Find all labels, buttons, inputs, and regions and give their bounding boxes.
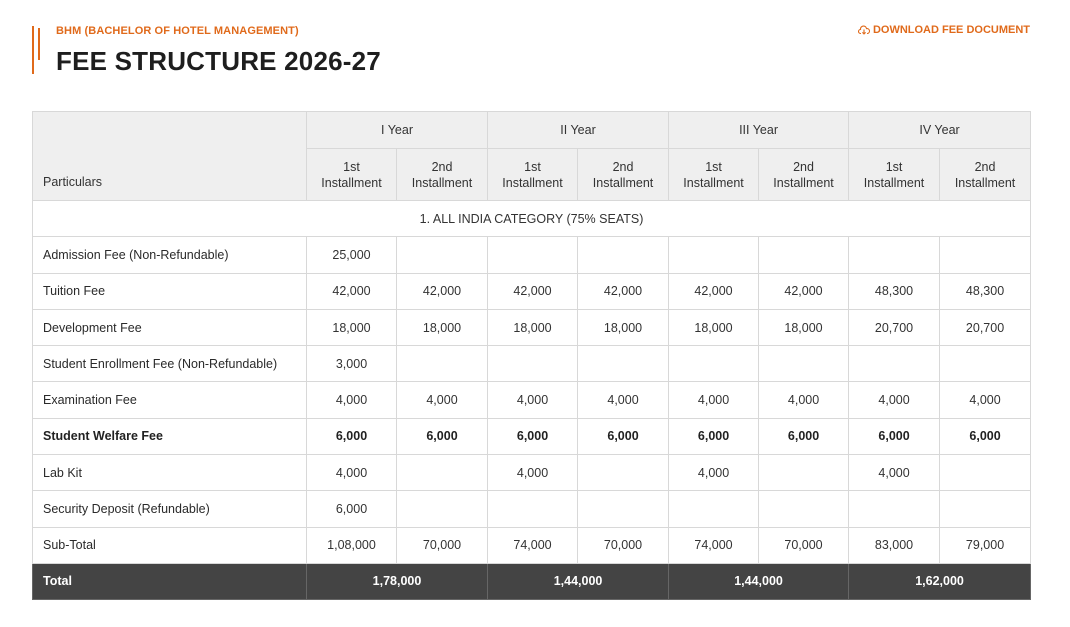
year-header: III Year <box>669 112 849 149</box>
fee-cell <box>849 237 940 273</box>
total-cell: 1,44,000 <box>669 563 849 599</box>
fee-cell <box>759 237 849 273</box>
row-label: Tuition Fee <box>33 273 307 309</box>
fee-cell: 6,000 <box>849 418 940 454</box>
installment-header: 1st Installment <box>307 149 397 201</box>
fee-cell: 4,000 <box>488 455 578 491</box>
installment-header: 2nd Installment <box>397 149 488 201</box>
fee-cell: 42,000 <box>759 273 849 309</box>
fee-cell: 4,000 <box>488 382 578 418</box>
row-label: Admission Fee (Non-Refundable) <box>33 237 307 273</box>
year-header-row <box>33 112 1031 149</box>
total-cell: 1,78,000 <box>307 563 488 599</box>
fee-cell: 4,000 <box>669 455 759 491</box>
fee-cell: 4,000 <box>578 382 669 418</box>
accent-bar <box>38 28 40 60</box>
fee-cell: 74,000 <box>488 527 578 563</box>
table-row <box>33 346 1031 382</box>
total-cell: 1,62,000 <box>849 563 1031 599</box>
fee-cell <box>759 491 849 527</box>
fee-cell: 48,300 <box>940 273 1031 309</box>
fee-cell: 42,000 <box>397 273 488 309</box>
fee-cell: 48,300 <box>849 273 940 309</box>
fee-cell <box>669 491 759 527</box>
program-subtitle: BHM (BACHELOR OF HOTEL MANAGEMENT) <box>56 25 299 37</box>
installment-header: 2nd Installment <box>578 149 669 201</box>
row-label: Examination Fee <box>33 382 307 418</box>
row-label: Student Enrollment Fee (Non-Refundable) <box>33 346 307 382</box>
category-label: 1. ALL INDIA CATEGORY (75% SEATS) <box>33 201 1031 237</box>
fee-cell <box>578 346 669 382</box>
fee-cell: 42,000 <box>488 273 578 309</box>
fee-cell <box>669 237 759 273</box>
fee-cell: 4,000 <box>940 382 1031 418</box>
installment-header: 1st Installment <box>849 149 940 201</box>
fee-cell <box>578 455 669 491</box>
fee-cell: 18,000 <box>307 309 397 345</box>
fee-cell: 18,000 <box>397 309 488 345</box>
row-label: Security Deposit (Refundable) <box>33 491 307 527</box>
table-row <box>33 418 1031 454</box>
fee-cell <box>397 455 488 491</box>
fee-cell: 6,000 <box>759 418 849 454</box>
fee-cell: 6,000 <box>307 418 397 454</box>
fee-cell <box>488 491 578 527</box>
fee-cell <box>669 346 759 382</box>
fee-cell: 70,000 <box>397 527 488 563</box>
fee-cell <box>940 237 1031 273</box>
fee-cell: 20,700 <box>940 309 1031 345</box>
fee-cell: 25,000 <box>307 237 397 273</box>
fee-cell <box>488 346 578 382</box>
fee-cell <box>397 346 488 382</box>
fee-cell: 20,700 <box>849 309 940 345</box>
subtotal-row <box>33 527 1031 563</box>
fee-cell <box>397 237 488 273</box>
fee-cell: 6,000 <box>669 418 759 454</box>
fee-cell <box>849 346 940 382</box>
fee-cell <box>759 346 849 382</box>
fee-cell: 18,000 <box>759 309 849 345</box>
fee-cell: 70,000 <box>759 527 849 563</box>
fee-cell: 74,000 <box>669 527 759 563</box>
row-label: Student Welfare Fee <box>33 418 307 454</box>
accent-bar <box>32 26 34 74</box>
year-header: I Year <box>307 112 488 149</box>
fee-cell: 4,000 <box>759 382 849 418</box>
page-header <box>32 24 1030 76</box>
fee-cell <box>578 237 669 273</box>
cloud-download-icon <box>858 25 870 35</box>
installment-header: 2nd Installment <box>759 149 849 201</box>
table-row <box>33 382 1031 418</box>
year-header: IV Year <box>849 112 1031 149</box>
fee-cell: 18,000 <box>669 309 759 345</box>
installment-header: 2nd Installment <box>940 149 1031 201</box>
fee-cell: 6,000 <box>488 418 578 454</box>
category-row <box>33 201 1031 237</box>
fee-cell <box>759 455 849 491</box>
download-fee-document-link[interactable] <box>858 24 1030 36</box>
fee-cell: 70,000 <box>578 527 669 563</box>
table-row <box>33 309 1031 345</box>
fee-cell: 4,000 <box>849 382 940 418</box>
row-label: Lab Kit <box>33 455 307 491</box>
page-title: FEE STRUCTURE 2026-27 <box>56 46 381 76</box>
fee-cell <box>940 455 1031 491</box>
table-row <box>33 491 1031 527</box>
fee-cell <box>849 491 940 527</box>
fee-cell: 18,000 <box>488 309 578 345</box>
total-label: Total <box>33 563 307 599</box>
particulars-header: Particulars <box>33 112 307 201</box>
download-label: DOWNLOAD FEE DOCUMENT <box>872 24 1030 36</box>
total-row <box>33 563 1031 599</box>
fee-cell: 79,000 <box>940 527 1031 563</box>
year-header: II Year <box>488 112 669 149</box>
fee-cell: 4,000 <box>849 455 940 491</box>
fee-cell: 3,000 <box>307 346 397 382</box>
fee-cell: 42,000 <box>578 273 669 309</box>
total-cell: 1,44,000 <box>488 563 669 599</box>
fee-cell: 4,000 <box>307 455 397 491</box>
fee-structure-table <box>32 111 1031 600</box>
fee-cell <box>940 346 1031 382</box>
fee-cell <box>397 491 488 527</box>
row-label: Development Fee <box>33 309 307 345</box>
installment-header: 1st Installment <box>669 149 759 201</box>
fee-cell: 6,000 <box>307 491 397 527</box>
fee-cell: 4,000 <box>397 382 488 418</box>
fee-cell: 83,000 <box>849 527 940 563</box>
table-row <box>33 273 1031 309</box>
fee-cell: 6,000 <box>578 418 669 454</box>
fee-cell: 6,000 <box>397 418 488 454</box>
table-row <box>33 455 1031 491</box>
row-label: Sub-Total <box>33 527 307 563</box>
fee-cell: 42,000 <box>307 273 397 309</box>
installment-header: 1st Installment <box>488 149 578 201</box>
fee-cell <box>488 237 578 273</box>
fee-cell: 4,000 <box>669 382 759 418</box>
fee-cell: 1,08,000 <box>307 527 397 563</box>
fee-cell <box>940 491 1031 527</box>
fee-cell: 42,000 <box>669 273 759 309</box>
fee-cell: 4,000 <box>307 382 397 418</box>
table-row <box>33 237 1031 273</box>
fee-cell: 6,000 <box>940 418 1031 454</box>
fee-cell <box>578 491 669 527</box>
fee-cell: 18,000 <box>578 309 669 345</box>
